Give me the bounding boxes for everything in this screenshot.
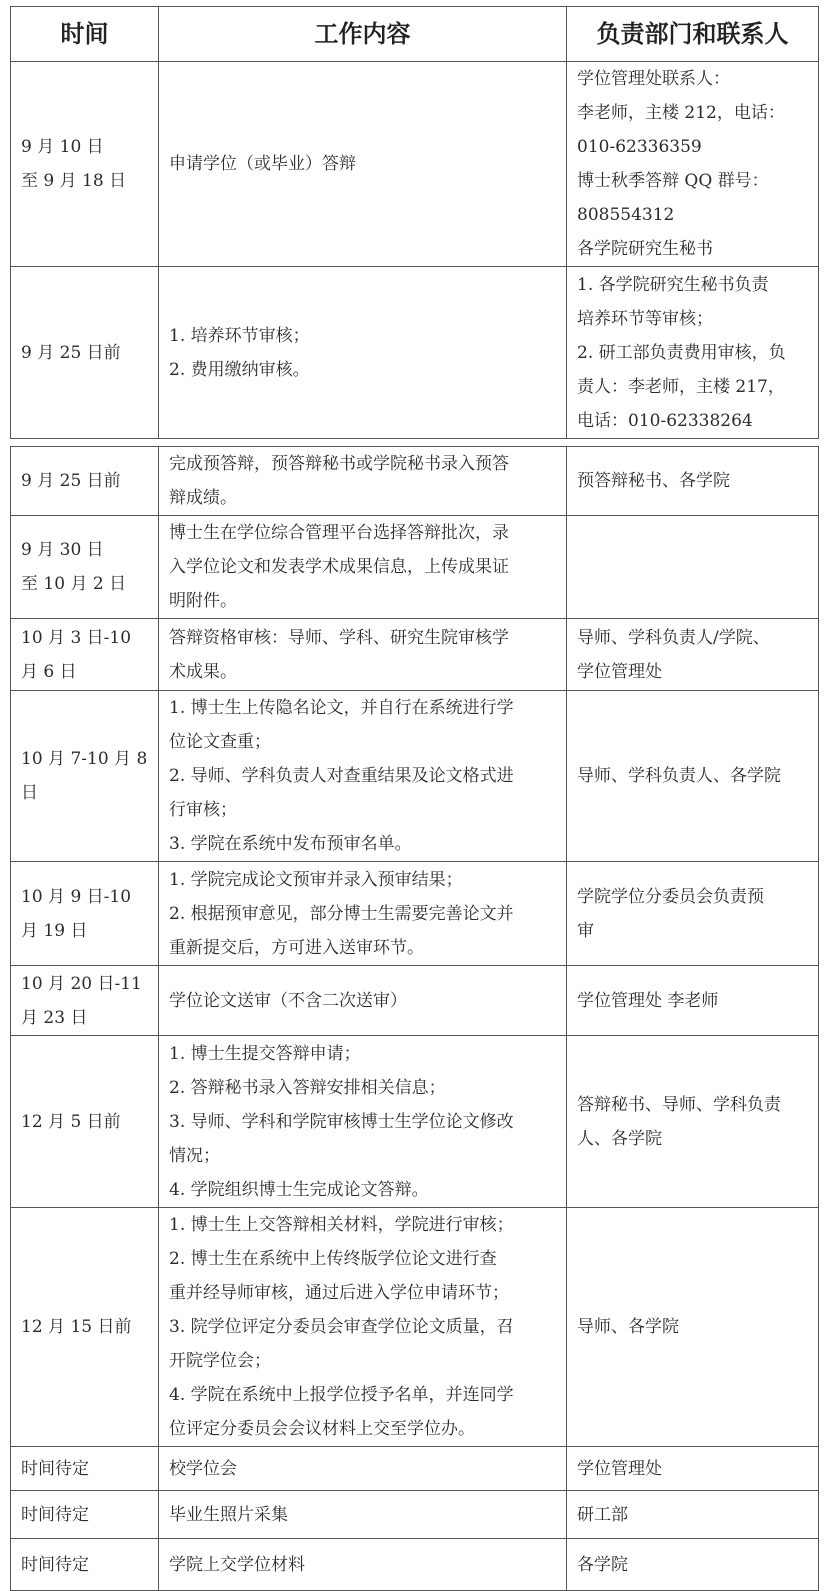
header-time: 时间	[11, 7, 159, 62]
time-cell	[11, 267, 159, 439]
content-cell	[159, 1539, 567, 1591]
content-cell-line: 学院上交学位材料	[169, 1554, 305, 1575]
content-cell	[159, 966, 567, 1036]
contact-cell-line: 博士秋季答辩 QQ 群号：	[577, 171, 769, 191]
content-cell-line: 2. 答辩秘书录入答辩安排相关信息；	[169, 1077, 446, 1098]
contact-cell	[567, 1447, 819, 1491]
time-cell-line: 时间待定	[21, 1554, 89, 1575]
time-cell-line: 9 月 10 日	[21, 137, 104, 157]
content-cell-line: 2. 博士生在系统中上传终版学位论文进行查	[169, 1249, 497, 1269]
content-cell-line: 情况；	[169, 1145, 220, 1166]
time-cell	[11, 966, 159, 1036]
contact-cell-line: 2. 研工部负责费用审核，负	[577, 342, 786, 363]
time-cell-line: 10 月 20 日-11	[21, 973, 142, 994]
contact-cell-line: 预答辩秘书、各学院	[577, 471, 730, 491]
content-cell-line: 2. 导师、学科负责人对查重结果及论文格式进	[169, 766, 514, 786]
time-cell-line: 9 月 25 日前	[21, 471, 121, 491]
contact-cell	[567, 619, 819, 691]
time-cell	[11, 691, 159, 862]
contact-cell-line: 人、各学院	[577, 1128, 662, 1149]
contact-cell-line: 学位管理处 李老师	[577, 990, 719, 1011]
header-row	[11, 7, 819, 62]
contact-cell-line: 导师、学科负责人、各学院	[577, 766, 781, 786]
content-cell	[159, 267, 567, 439]
contact-cell	[567, 1208, 819, 1447]
time-cell	[11, 62, 159, 267]
content-cell-line: 博士生在学位综合管理平台选择答辩批次，录	[169, 523, 509, 543]
contact-cell-line: 各学院研究生秘书	[577, 239, 713, 259]
table-row	[11, 1447, 819, 1491]
contact-cell-line: 010-62336359	[577, 137, 702, 157]
time-cell	[11, 447, 159, 516]
contact-cell-line: 培养环节等审核；	[577, 308, 713, 329]
time-cell-line: 10 月 9 日-10	[21, 886, 132, 907]
content-cell-line: 4. 学院组织博士生完成论文答辩。	[169, 1179, 429, 1200]
content-cell-line: 辩成绩。	[169, 488, 237, 508]
schedule-table-part-2	[10, 446, 819, 1591]
contact-cell-line: 导师、各学院	[577, 1317, 679, 1337]
content-cell-line: 学位论文送审（不含二次送审）	[169, 990, 407, 1011]
time-cell-line: 日	[21, 783, 38, 803]
content-cell	[159, 1036, 567, 1208]
time-cell-line: 至 9 月 18 日	[21, 171, 127, 191]
content-cell-line: 位评定分委员会会议材料上交至学位办。	[169, 1419, 475, 1439]
contact-cell-line: 责人：李老师，主楼 217，	[577, 376, 785, 397]
contact-cell-line: 电话：010-62338264	[577, 410, 753, 431]
content-cell-line: 完成预答辩，预答辩秘书或学院秘书录入预答	[169, 454, 509, 474]
table-row	[11, 619, 819, 691]
content-cell-line: 2. 根据预审意见，部分博士生需要完善论文并	[169, 903, 514, 924]
content-cell-line: 毕业生照片采集	[169, 1504, 288, 1525]
contact-cell	[567, 966, 819, 1036]
table-body-part-1	[11, 62, 819, 439]
contact-cell	[567, 691, 819, 862]
contact-cell-line: 导师、学科负责人/学院、	[577, 627, 770, 648]
table-row	[11, 267, 819, 439]
table-row	[11, 1036, 819, 1208]
contact-cell-line: 1. 各学院研究生秘书负责	[577, 274, 769, 295]
content-cell-line: 1. 博士生上交答辩相关材料，学院进行审核；	[169, 1215, 514, 1235]
content-cell	[159, 62, 567, 267]
time-cell-line: 9 月 25 日前	[21, 342, 121, 363]
content-cell-line: 3. 导师、学科和学院审核博士生学位论文修改	[169, 1111, 514, 1132]
content-cell	[159, 619, 567, 691]
table-row	[11, 62, 819, 267]
contact-cell-line: 各学院	[577, 1554, 628, 1575]
time-cell	[11, 1447, 159, 1491]
content-cell-line: 重并经导师审核，通过后进入学位申请环节；	[169, 1283, 509, 1303]
content-cell	[159, 1208, 567, 1447]
time-cell-line: 10 月 3 日-10	[21, 627, 132, 648]
contact-cell	[567, 516, 819, 619]
schedule-table-part-1	[10, 6, 819, 439]
time-cell-line: 9 月 30 日	[21, 540, 104, 560]
content-cell-line: 3. 院学位评定分委员会审查学位论文质量，召	[169, 1317, 514, 1337]
time-cell-line: 月 19 日	[21, 920, 88, 941]
contact-cell-line: 李老师，主楼 212，电话：	[577, 103, 785, 123]
time-cell-line: 时间待定	[21, 1458, 89, 1479]
content-cell-line: 申请学位（或毕业）答辩	[169, 154, 356, 174]
table-row	[11, 1208, 819, 1447]
contact-cell	[567, 862, 819, 966]
time-cell	[11, 516, 159, 619]
content-cell-line: 重新提交后，方可进入送审环节。	[169, 937, 424, 958]
time-cell-line: 至 10 月 2 日	[21, 574, 127, 594]
contact-cell-line: 研工部	[577, 1504, 628, 1525]
time-cell	[11, 619, 159, 691]
contact-cell-line: 学院学位分委员会负责预	[577, 886, 764, 907]
time-cell-line: 10 月 7-10 月 8	[21, 749, 148, 769]
table-row	[11, 447, 819, 516]
content-cell-line: 入学位论文和发表学术成果信息，上传成果证	[169, 557, 509, 577]
content-cell	[159, 1447, 567, 1491]
content-cell-line: 1. 博士生上传隐名论文，并自行在系统进行学	[169, 698, 514, 718]
table-row	[11, 516, 819, 619]
content-cell-line: 行审核；	[169, 800, 237, 820]
content-cell-line: 校学位会	[169, 1458, 237, 1479]
content-cell	[159, 447, 567, 516]
contact-cell-line: 学位管理处联系人：	[577, 69, 730, 89]
content-cell	[159, 691, 567, 862]
content-cell-line: 1. 学院完成论文预审并录入预审结果；	[169, 869, 463, 890]
contact-cell	[567, 447, 819, 516]
time-cell-line: 月 6 日	[21, 661, 77, 682]
table-row	[11, 1539, 819, 1591]
contact-cell	[567, 1539, 819, 1591]
content-cell-line: 4. 学院在系统中上报学位授予名单，并连同学	[169, 1385, 514, 1405]
content-cell-line: 2. 费用缴纳审核。	[169, 359, 310, 380]
content-cell-line: 明附件。	[169, 591, 237, 611]
table-row	[11, 691, 819, 862]
time-cell	[11, 1539, 159, 1591]
contact-cell-line: 答辩秘书、导师、学科负责	[577, 1094, 781, 1115]
contact-cell-line: 学位管理处	[577, 1458, 662, 1479]
content-cell-line: 3. 学院在系统中发布预审名单。	[169, 834, 412, 854]
contact-cell	[567, 62, 819, 267]
contact-cell-line: 808554312	[577, 205, 675, 225]
content-cell-line: 开院学位会；	[169, 1351, 271, 1371]
content-cell-line: 答辩资格审核：导师、学科、研究生院审核学	[169, 627, 509, 648]
table-row	[11, 966, 819, 1036]
time-cell	[11, 1036, 159, 1208]
time-cell	[11, 862, 159, 966]
time-cell-line: 12 月 15 日前	[21, 1317, 132, 1337]
time-cell	[11, 1491, 159, 1539]
content-cell	[159, 516, 567, 619]
time-cell	[11, 1208, 159, 1447]
contact-cell-line: 学位管理处	[577, 661, 662, 682]
content-cell-line: 位论文查重；	[169, 732, 271, 752]
content-cell	[159, 1491, 567, 1539]
content-cell-line: 1. 培养环节审核；	[169, 325, 310, 346]
time-cell-line: 时间待定	[21, 1504, 89, 1525]
content-cell-line: 1. 博士生提交答辩申请；	[169, 1043, 361, 1064]
content-cell	[159, 862, 567, 966]
table-body-part-2	[11, 447, 819, 1591]
contact-cell	[567, 1036, 819, 1208]
contact-cell	[567, 267, 819, 439]
table-row	[11, 1491, 819, 1539]
contact-cell	[567, 1491, 819, 1539]
contact-cell-line: 审	[577, 920, 594, 941]
table-row	[11, 862, 819, 966]
content-cell-line: 术成果。	[169, 661, 237, 682]
time-cell-line: 月 23 日	[21, 1007, 88, 1028]
header-content: 工作内容	[159, 7, 567, 62]
time-cell-line: 12 月 5 日前	[21, 1111, 121, 1132]
header-contact: 负责部门和联系人	[567, 7, 819, 62]
